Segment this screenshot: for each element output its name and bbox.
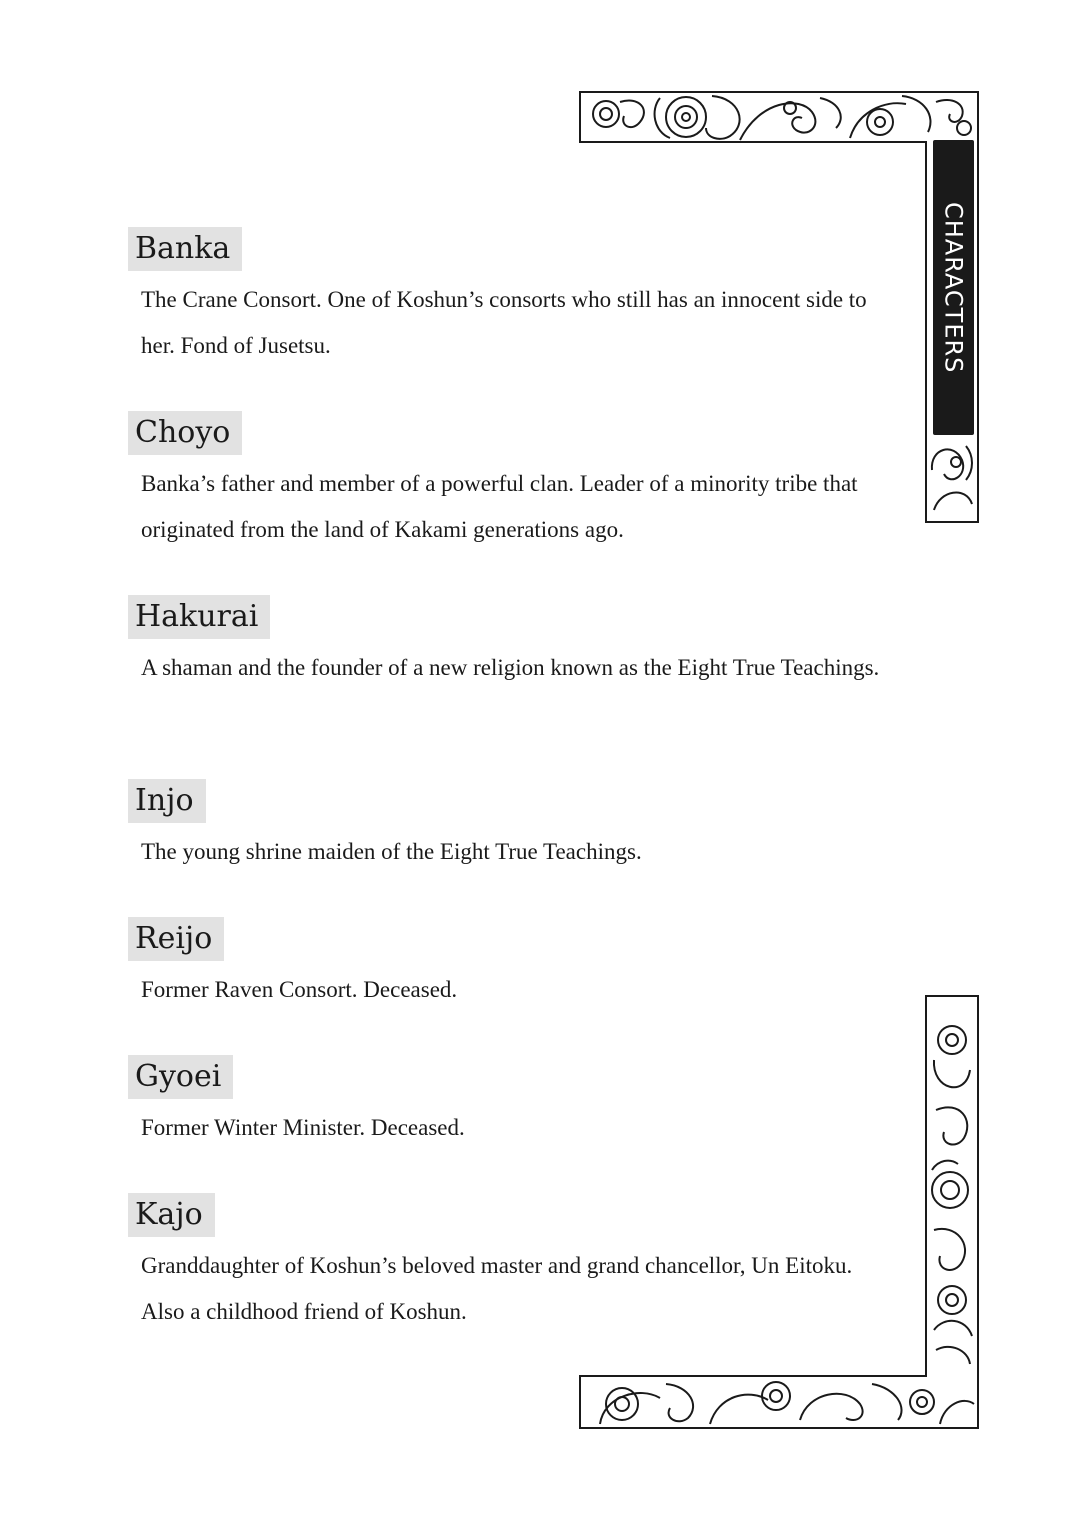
right-swirl-ornaments-top bbox=[932, 446, 972, 510]
character-entry bbox=[128, 917, 881, 1013]
character-entry bbox=[128, 595, 881, 691]
character-description: Former Raven Consort. Deceased. bbox=[141, 977, 458, 1002]
character-description: Former Winter Minister. Deceased. bbox=[141, 1115, 465, 1140]
characters-section-tab bbox=[933, 140, 974, 435]
character-description: The Crane Consort. One of Koshun’s consorts who still has an innocent side to her. Fond of Jusetsu. bbox=[141, 287, 867, 358]
bottom-swirl-ornaments bbox=[600, 1382, 974, 1424]
character-entry bbox=[128, 227, 881, 369]
character-description: A shaman and the founder of a new religion known as the Eight True Teachings. bbox=[141, 655, 880, 680]
character-entry bbox=[128, 1193, 881, 1335]
character-entry bbox=[128, 411, 881, 553]
character-description: Granddaughter of Koshun’s beloved master and grand chancellor, Un Eitoku. Also a childhood friend of Koshun. bbox=[141, 1253, 853, 1324]
character-description: Banka’s father and member of a powerful clan. Leader of a minority tribe that originated from the land of Kakami generations ago. bbox=[141, 471, 858, 542]
character-name: Gyoei bbox=[128, 1055, 233, 1099]
character-name: Banka bbox=[128, 227, 242, 271]
section-tab-label: CHARACTERS bbox=[939, 202, 968, 374]
character-entry bbox=[128, 1055, 881, 1151]
character-name: Kajo bbox=[128, 1193, 215, 1237]
character-name: Choyo bbox=[128, 411, 242, 455]
character-description: The young shrine maiden of the Eight True Teachings. bbox=[141, 839, 642, 864]
character-name: Reijo bbox=[128, 917, 224, 961]
right-swirl-ornaments-bottom bbox=[932, 1026, 972, 1364]
character-name: Injo bbox=[128, 779, 206, 823]
top-swirl-ornaments bbox=[593, 96, 971, 140]
character-name: Hakurai bbox=[128, 595, 270, 639]
character-entry bbox=[128, 779, 881, 875]
